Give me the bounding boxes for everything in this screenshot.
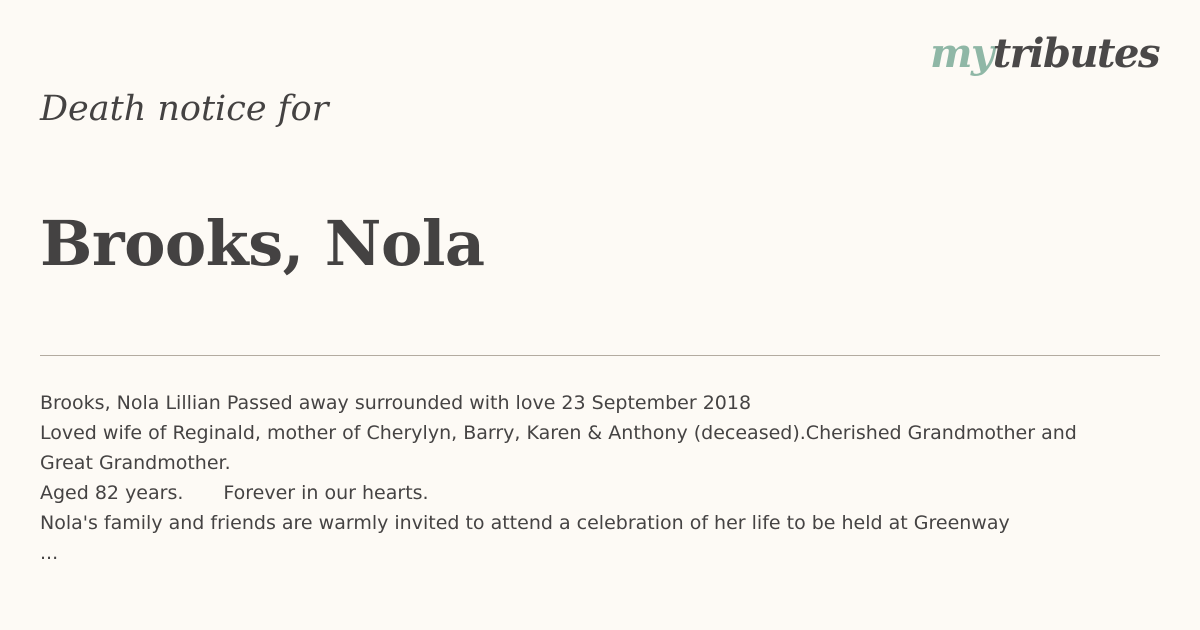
age-text: Aged 82 years. [40,482,184,504]
notice-line: Loved wife of Reginald, mother of Cherylyn, Barry, Karen & Anthony (deceased).Cherished Grandmother and [40,422,1077,444]
logo-tributes-text: tributes [992,30,1159,77]
notice-line: Great Grandmother. [40,452,231,474]
notice-line [40,478,1140,508]
death-notice-subtitle: Death notice for [40,89,329,129]
deceased-name: Brooks, Nola [40,207,485,280]
logo-my-text: my [930,30,993,77]
divider [40,355,1160,356]
notice-line: Nola's family and friends are warmly invited to attend a celebration of her life to be held at Greenway [40,512,1010,534]
notice-line: Brooks, Nola Lillian Passed away surrounded with love 23 September 2018 [40,392,752,414]
mytributes-logo[interactable] [930,30,1159,77]
forever-text: Forever in our hearts. [223,482,429,504]
notice-text [40,388,1140,568]
notice-ellipsis: ... [40,542,59,564]
